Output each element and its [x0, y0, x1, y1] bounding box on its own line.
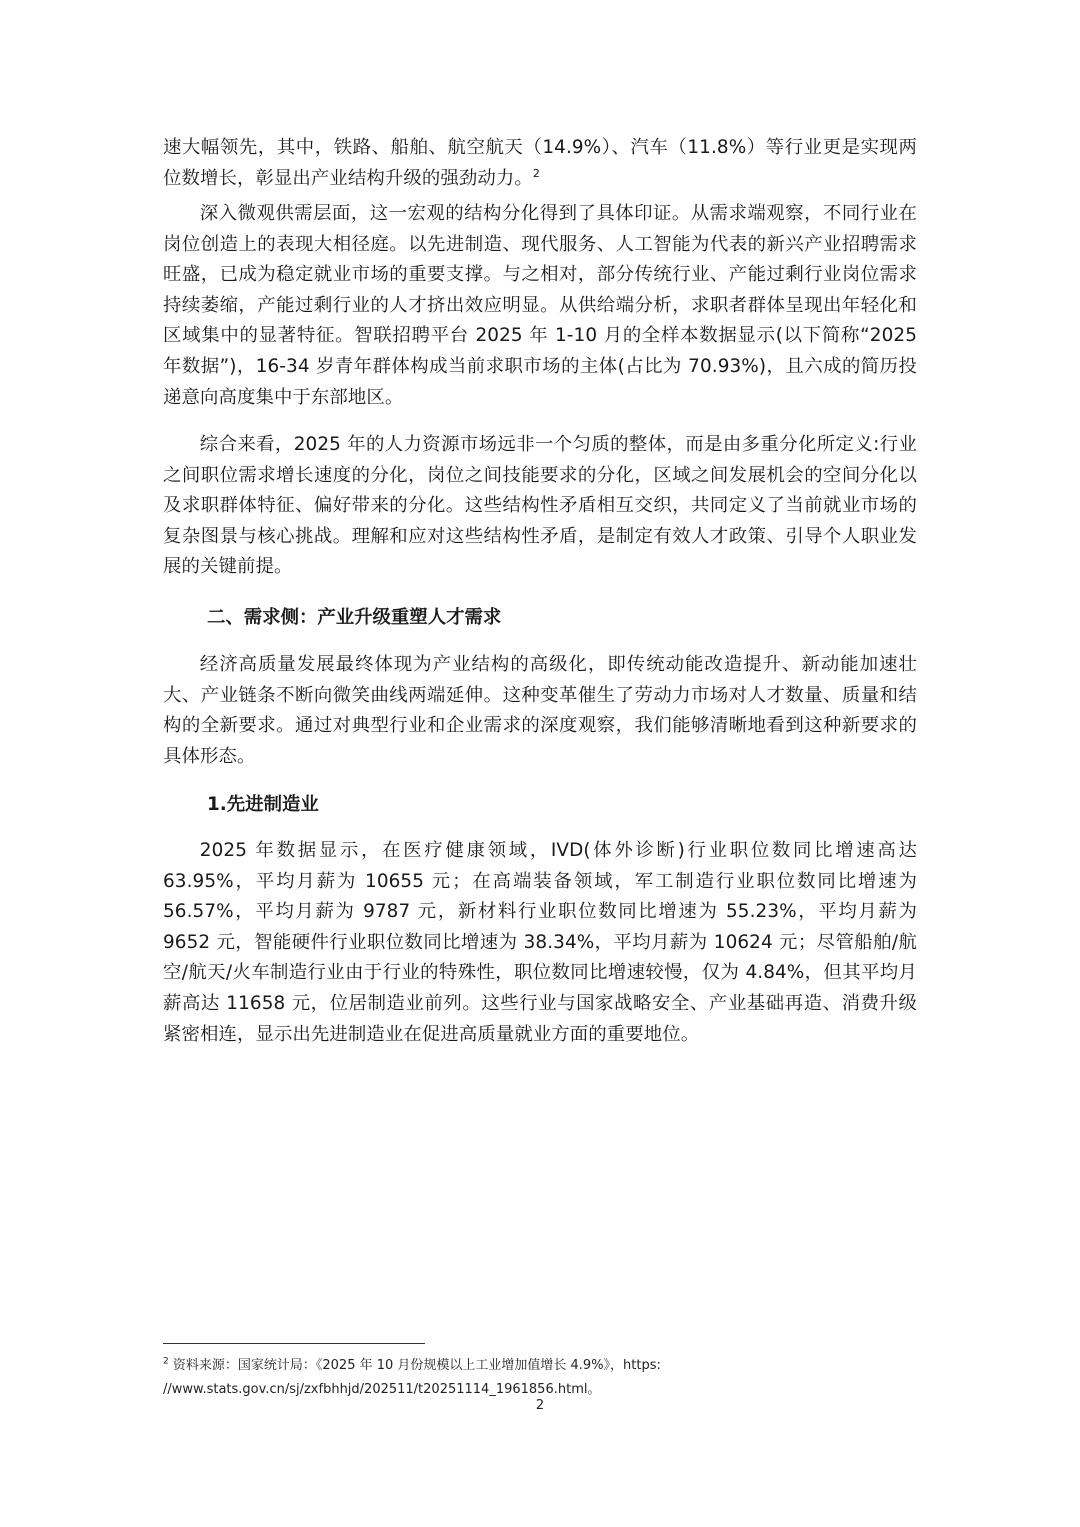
paragraph-1-text: 速大幅领先，其中，铁路、船舶、航空航天（14.9%）、汽车（11.8%）等行业更是实现两位数增长，彰显出产业结构升级的强劲动力。 [163, 137, 917, 189]
page-number: 2 [535, 1398, 545, 1413]
paragraph-4 [163, 650, 917, 772]
section-heading: 二、需求侧：产业升级重塑人才需求 [207, 607, 502, 628]
footnote-number: 2 [163, 1356, 169, 1367]
paragraph-3 [163, 430, 917, 583]
paragraph-5-text: 2025 年数据显示，在医疗健康领域，IVD(体外诊断)行业职位数同比增速高达 63.95%，平均月薪为 10655 元；在高端装备领域，军工制造行业职位数同比增速为 56.57%，平均月薪为 9787 元，新材料行业职位数同比增速为 55.23%，平均月薪为 9652 元，智能硬件行业职位数同比增速为 38.34%，平均月薪为 10624 元；尽管船舶/航空/航天/火车制造行业由于行业的特殊性，职位数同比增速较慢，仅为 4.84%，但其平均月薪高达 11658 元，位居制造业前列。这些行业与国家战略安全、产业基础再造、消费升级紧密相连，显示出先进制造业在促进高质量就业方面的重要地位。 [163, 840, 917, 1045]
footnote [163, 1354, 923, 1402]
paragraph-4-text: 经济高质量发展最终体现为产业结构的高级化，即传统动能改造提升、新动能加速壮大、产业链条不断向微笑曲线两端延伸。这种变革催生了劳动力市场对人才数量、质量和结构的全新要求。通过对典型行业和企业需求的深度观察，我们能够清晰地看到这种新要求的具体形态。 [163, 654, 917, 767]
paragraph-3-text: 综合来看，2025 年的人力资源市场远非一个匀质的整体，而是由多重分化所定义:行业之间职位需求增长速度的分化，岗位之间技能要求的分化，区域之间发展机会的空间分化以及求职群体特征、偏好带来的分化。这些结构性矛盾相互交织，共同定义了当前就业市场的复杂图景与核心挑战。理解和应对这些结构性矛盾，是制定有效人才政策、引导个人职业发展的关键前提。 [163, 434, 917, 578]
footnote-divider [163, 1343, 425, 1344]
paragraph-1 [163, 133, 917, 194]
subsection-heading: 1.先进制造业 [207, 794, 319, 815]
footnote-url[interactable]: //www.stats.gov.cn/sj/zxfbhhjd/202511/t20251114_1961856.html。 [163, 1382, 601, 1397]
footnote-reference[interactable]: 2 [532, 166, 540, 180]
paragraph-2-text: 深入微观供需层面，这一宏观的结构分化得到了具体印证。从需求端观察，不同行业在岗位创造上的表现大相径庭。以先进制造、现代服务、人工智能为代表的新兴产业招聘需求旺盛，已成为稳定就业市场的重要支撑。与之相对，部分传统行业、产能过剩行业岗位需求持续萎缩，产能过剩行业的人才挤出效应明显。从供给端分析，求职者群体呈现出年轻化和区域集中的显著特征。智联招聘平台 2025 年 1-10 月的全样本数据显示(以下简称“2025 年数据”)，16-34 岁青年群体构成当前求职市场的主体(占比为 70.93%)，且六成的简历投递意向高度集中于东部地区。 [163, 203, 917, 408]
paragraph-5 [163, 836, 917, 1050]
footnote-source-line: 资料来源：国家统计局：《2025 年 10 月份规模以上工业增加值增长 4.9%》，https: [172, 1358, 661, 1373]
paragraph-2 [163, 199, 917, 413]
